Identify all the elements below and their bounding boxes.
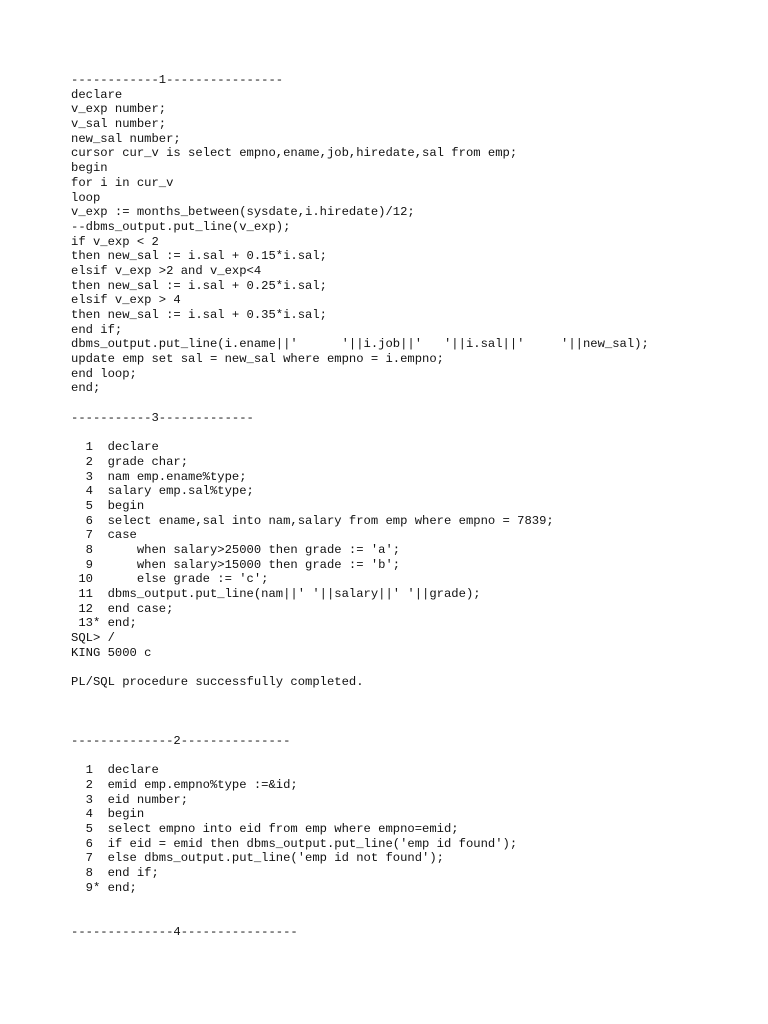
blank-line [71,661,751,676]
blank-line [71,896,751,911]
code-line: 9 when salary>15000 then grade := 'b'; [71,557,401,572]
code-line: 13* end; [71,616,137,631]
code-line: 3 nam emp.ename%type; [71,469,247,484]
code-line: 3 eid number; [71,792,189,807]
code-line: 6 select ename,sal into nam,salary from emp where empno = 7839; [71,513,554,528]
code-line: end; [71,381,101,396]
code-line: 9* end; [71,880,137,895]
section-1-header: ------------1---------------- [71,73,284,87]
blank-line [71,705,751,720]
code-line: 6 if eid = emid then dbms_output.put_line('emp id found'); [71,836,518,851]
code-line: 1 declare [71,763,159,778]
blank-line [71,426,751,441]
code-line: 11 dbms_output.put_line(nam||' '||salary||' '||grade); [71,587,481,602]
code-line: 2 emid emp.empno%type :=&id; [71,778,298,792]
section-3-header: -----------3------------- [71,410,254,425]
blank-line [71,690,751,705]
code-line: v_sal number; [71,117,167,132]
blank-line [71,910,751,925]
code-line: elsif v_exp >2 and v_exp<4 [71,263,262,278]
code-line: 12 end case; [71,601,174,616]
section-4-header: --------------4---------------- [71,924,298,939]
code-line: if v_exp < 2 [71,234,159,249]
code-line: 5 select empno into eid from emp where empno=emid; [71,822,459,837]
code-line: 7 case [71,528,137,543]
code-line: 10 else grade := 'c'; [71,572,269,587]
code-line: declare [71,87,123,102]
code-line: end loop; [71,366,137,381]
code-line: elsif v_exp > 4 [71,293,181,308]
code-line: for i in cur_v [71,175,174,190]
code-line: update emp set sal = new_sal where empno = i.empno; [71,352,444,367]
code-line: 4 salary emp.sal%type; [71,484,254,499]
code-line: 4 begin [71,807,145,822]
code-line: begin [71,161,108,176]
code-line: --dbms_output.put_line(v_exp); [71,219,291,234]
code-line: v_exp number; [71,102,167,117]
completion-message: PL/SQL procedure successfully completed. [71,675,364,690]
blank-line [71,719,751,734]
code-line: new_sal number; [71,131,181,146]
code-line: then new_sal := i.sal + 0.15*i.sal; [71,249,327,264]
code-line: 2 grade char; [71,454,189,469]
code-line: cursor cur_v is select empno,ename,job,hiredate,sal from emp; [71,146,518,161]
code-line: loop [71,190,101,205]
code-line: end if; [71,322,123,337]
output-line: KING 5000 c [71,645,152,660]
code-line: dbms_output.put_line(i.ename||' '||i.job||' '||i.sal||' '||new_sal); [71,337,649,352]
code-line: 1 declare [71,440,159,455]
code-line: 8 when salary>25000 then grade := 'a'; [71,543,401,557]
sql-prompt-line: SQL> / [71,631,115,646]
code-document [71,73,751,940]
code-line: then new_sal := i.sal + 0.25*i.sal; [71,278,327,293]
section-2-header: --------------2--------------- [71,733,291,748]
code-line: 8 end if; [71,866,159,881]
blank-line [71,396,751,411]
code-line: then new_sal := i.sal + 0.35*i.sal; [71,308,327,322]
code-line: 7 else dbms_output.put_line('emp id not found'); [71,851,444,866]
blank-line [71,749,751,764]
code-line: v_exp := months_between(sysdate,i.hiredate)/12; [71,205,415,220]
code-line: 5 begin [71,498,145,513]
